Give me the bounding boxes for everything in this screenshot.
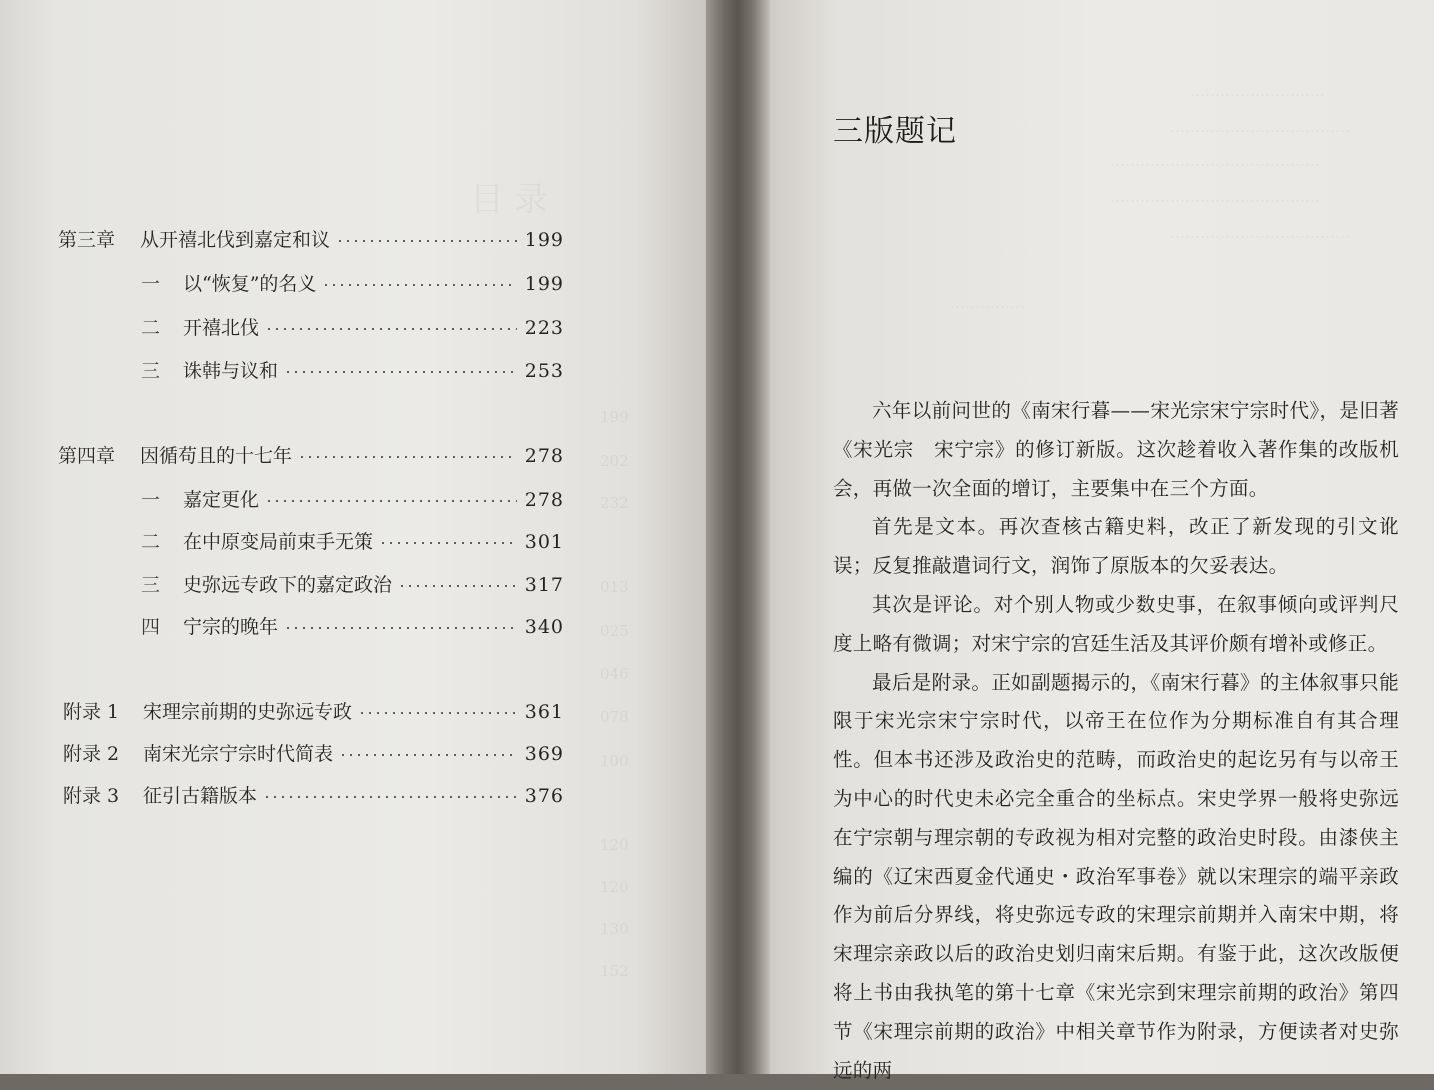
toc-entry-title: 以“恢复”的名义: [183, 273, 317, 295]
show-through-text: 120: [600, 878, 629, 896]
toc-page-number: 301: [524, 531, 564, 553]
toc-section-number: 三: [141, 360, 161, 382]
toc-dot-leader: [284, 371, 517, 373]
toc-section-number: 四: [141, 616, 161, 638]
left-page-table-of-contents: [0, 0, 706, 1074]
toc-dot-leader: [265, 500, 517, 502]
show-through-text: 013: [600, 578, 629, 596]
show-through-text: 199: [600, 408, 629, 426]
toc-dot-leader: [322, 284, 517, 286]
show-through-text: 目录: [470, 180, 558, 220]
show-through-text: 046: [600, 665, 629, 683]
toc-entry-title: 宁宗的晚年: [183, 616, 279, 638]
show-through-text: 130: [600, 920, 629, 938]
preface-body: [833, 392, 1399, 1090]
toc-page-number: 253: [524, 360, 564, 382]
toc-section-number: 三: [141, 574, 161, 596]
toc-entry-title: 南宋光宗宁宗时代简表: [143, 743, 334, 765]
toc-dot-leader: [398, 585, 517, 587]
toc-entry: [0, 739, 706, 769]
toc-section-number: 一: [141, 489, 161, 511]
preface-paragraph: 六年以前问世的《南宋行暮——宋光宗宋宁宗时代》，是旧著《宋光宗 宋宁宗》的修订新版。这次趁着收入著作集的改版机会，再做一次全面的增订，主要集中在三个方面。: [833, 399, 1399, 500]
show-through-text: 202: [600, 452, 629, 470]
toc-page-number: 223: [524, 317, 564, 339]
toc-entry: [0, 527, 706, 557]
toc-chapter-label: 第三章: [58, 229, 116, 251]
book-spine: [706, 0, 770, 1074]
toc-entry-title: 嘉定更化: [183, 489, 260, 511]
toc-entry-title: 宋理宗前期的史弥远专政: [143, 701, 353, 723]
toc-entry: [0, 781, 706, 811]
toc-section-number: 二: [141, 531, 161, 553]
toc-entry: [0, 485, 706, 515]
toc-entry: [0, 612, 706, 642]
toc-entry-title: 从开禧北伐到嘉定和议: [140, 229, 331, 251]
toc-dot-leader: [336, 240, 517, 242]
toc-page-number: 278: [524, 489, 564, 511]
toc-entry-title: 诛韩与议和: [183, 360, 279, 382]
toc-entry-title: 开禧北伐: [183, 317, 260, 339]
show-through-text: 078: [600, 708, 629, 726]
show-through-text: 100: [600, 752, 629, 770]
toc-page-number: 361: [524, 701, 564, 723]
preface-title: 三版题记: [833, 114, 957, 149]
toc-entry: [0, 269, 706, 299]
toc-page-number: 340: [524, 616, 564, 638]
toc-chapter-label: 第四章: [58, 445, 116, 467]
preface-paragraph: 最后是附录。正如副题揭示的，《南宋行暮》的主体叙事只能限于宋光宗宋宁宗时代，以帝王在位作为分期标准自有其合理性。但本书还涉及政治史的范畴，而政治史的起讫另有与以帝王为中心的时代史未必完全重合的坐标点。宋史学界一般将史弥远在宁宗朝与理宗朝的专政视为相对完整的政治史时段。由漆侠主编的《辽宋西夏金代通史・政治军事卷》就以宋理宗的端平亲政作为前后分界线，将史弥远专政的宋理宗前期并入南宋中期，将宋理宗亲政以后的政治史划归南宋后期。有鉴于此，这次改版便将上书由我执笔的第十七章《宋光宗到宋理宗前期的政治》第四节《宋理宗前期的政治》中相关章节作为附录，方便读者对史弥远的两: [833, 670, 1399, 1082]
toc-page-number: 278: [524, 445, 564, 467]
toc-dot-leader: [298, 456, 517, 458]
toc-dot-leader: [263, 796, 517, 798]
toc-page-number: 199: [524, 229, 564, 251]
toc-entry-title: 在中原变局前束手无策: [183, 531, 374, 553]
toc-chapter-label: 附录 2: [63, 743, 120, 765]
toc-page-number: 376: [524, 785, 564, 807]
preface-paragraph: 其次是评论。对个别人物或少数史事，在叙事倾向或评判尺度上略有微调；对宋宁宗的宫廷生活及其评价颇有增补或修正。: [833, 592, 1399, 655]
toc-page-number: 369: [524, 743, 564, 765]
toc-entry: [0, 313, 706, 343]
toc-dot-leader: [379, 542, 517, 544]
toc-dot-leader: [265, 328, 517, 330]
toc-entry: [0, 570, 706, 600]
toc-chapter-label: 附录 3: [63, 785, 120, 807]
toc-chapter-label: 附录 1: [63, 701, 120, 723]
show-through-text: ……………: [950, 294, 1025, 312]
show-through-text: 232: [600, 494, 629, 512]
show-through-text: ……………………………………: [1110, 152, 1320, 170]
show-through-text: ………………………………: [1170, 118, 1350, 136]
toc-entry: [0, 441, 706, 471]
toc-entry: [0, 225, 706, 255]
toc-entry-title: 因循苟且的十七年: [140, 445, 293, 467]
toc-section-number: 二: [141, 317, 161, 339]
toc-entry-title: 征引古籍版本: [143, 785, 258, 807]
show-through-text: 120: [600, 836, 629, 854]
toc-entry-title: 史弥远专政下的嘉定政治: [183, 574, 393, 596]
show-through-text: ……………………………………: [1110, 188, 1320, 206]
preface-paragraph: 首先是文本。再次查核古籍史料，改正了新发现的引文讹误；反复推敲遣词行文，润饰了原版本的欠妥表达。: [833, 515, 1399, 578]
show-through-text: ………………………………: [1170, 224, 1350, 242]
toc-page-number: 317: [524, 574, 564, 596]
show-through-text: 152: [600, 962, 629, 980]
toc-dot-leader: [358, 712, 517, 714]
toc-page-number: 199: [524, 273, 564, 295]
toc-section-number: 一: [141, 273, 161, 295]
toc-entry: [0, 356, 706, 386]
toc-dot-leader: [284, 627, 517, 629]
toc-entry: [0, 697, 706, 727]
toc-dot-leader: [339, 754, 517, 756]
show-through-text: 025: [600, 622, 629, 640]
show-through-text: ………………………: [1190, 82, 1325, 100]
